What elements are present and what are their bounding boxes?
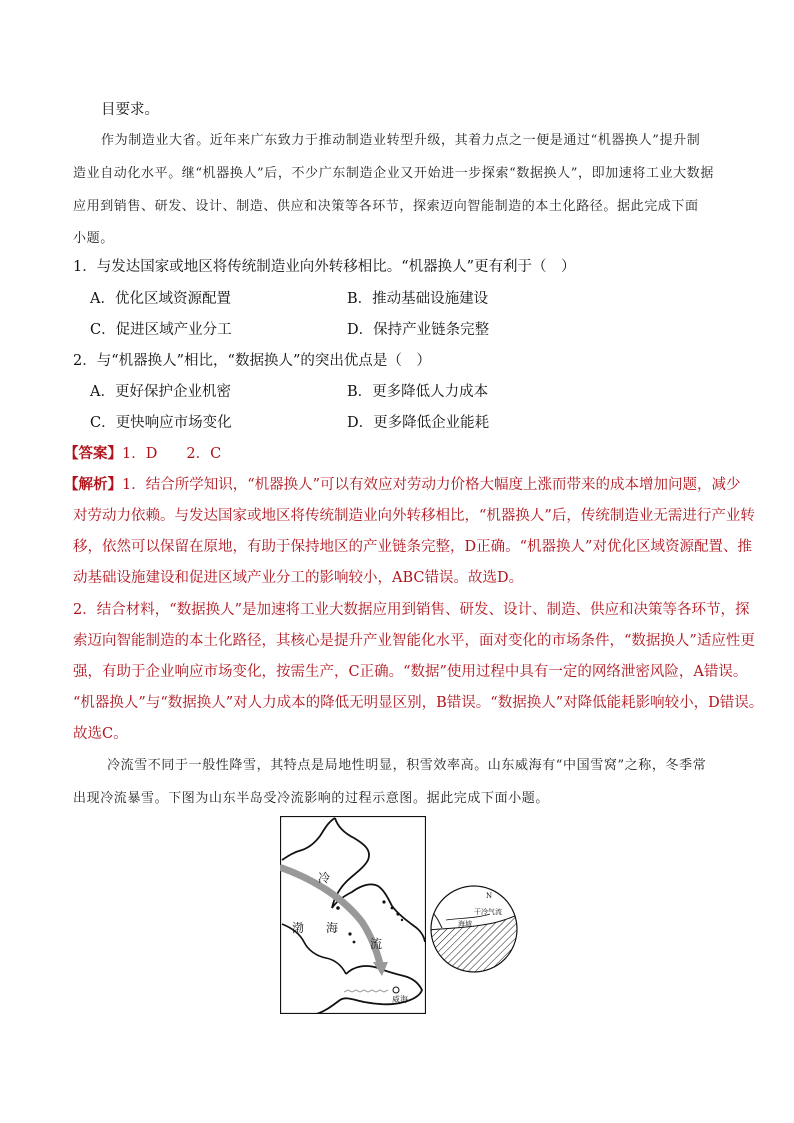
inset-sea-label: 海域 (458, 920, 472, 928)
inset-diagram (428, 884, 520, 974)
map-label-liu: 流 (370, 937, 383, 951)
map-label-weihai: 威海 (392, 995, 408, 1004)
answer-text: 1．D 2．C (122, 446, 222, 462)
question-1-option-b: B．推动基础设施建设 (347, 291, 489, 307)
analysis-line: “机器换人”与“数据换人”对人力成本的降低无明显区别，B错误。“数据换人”对降低能耗影响较小，D错误。 (73, 695, 764, 711)
analysis-line (64, 475, 741, 495)
passage2-line: 冷流雪不同于一般性降雪，其特点是局地性明显，积雪效率高。山东威海有“中国雪窝”之称，冬季常 (107, 758, 707, 773)
question-2-stem: 2．与“机器换人”相比，“数据换人”的突出优点是（ ） (73, 353, 431, 369)
analysis-line: 移，依然可以保留在原地，有助于保持地区的产业链条完整，D正确。“机器换人”对优化区域资源配置、推 (73, 539, 752, 555)
analysis-line: 动基础设施建设和促进区域产业分工的影响较小，ABC错误。故选D。 (73, 570, 524, 586)
passage1-line: 造业自动化水平。继“机器换人”后，不少广东制造企业又开始进一步探索“数据换人”，即加速将工业大数据 (73, 166, 714, 181)
map-label-hai: 海 (326, 921, 339, 935)
question-1-option-a: A．优化区域资源配置 (90, 291, 231, 307)
analysis-line: 对劳动力依赖。与发达国家或地区将传统制造业向外转移相比，“机器换人”后，传统制造业无需进行产业转 (73, 508, 755, 524)
question-1-stem: 1．与发达国家或地区将传统制造业向外转移相比。“机器换人”更有利于（ ） (73, 259, 576, 275)
analysis-line: 索迈向智能制造的本土化路径，其核心是提升产业智能化水平，面对变化的市场条件，“数据换人”适应性更 (73, 633, 755, 649)
analysis-text: 1．结合所学知识，“机器换人”可以有效应对劳动力价格大幅度上涨而带来的成本增加问题，减少 (122, 477, 741, 493)
inset-cold-air-label: 干冷气流 (474, 908, 502, 916)
analysis-line: 强，有助于企业响应市场变化，按需生产，C正确。“数据”使用过程中具有一定的网络泄密风险，A错误。 (73, 664, 748, 680)
map-label-bo: 渤 (292, 921, 305, 935)
cold-stream-map (280, 816, 426, 1014)
intro-tail: 目要求。 (101, 102, 159, 118)
question-2-option-d: D．更多降低企业能耗 (347, 415, 490, 431)
question-2-option-a: A．更好保护企业机密 (90, 384, 231, 400)
question-1-option-c: C．促进区域产业分工 (90, 322, 232, 338)
analysis-line: 故选C。 (73, 726, 128, 742)
question-2-option-b: B．更多降低人力成本 (347, 384, 489, 400)
answer-tag: 【答案】 (64, 445, 122, 462)
passage1-line: 小题。 (73, 231, 114, 246)
inset-north-label: N (486, 892, 493, 900)
analysis-line: 2．结合材料，“数据换人”是加速将工业大数据应用到销售、研发、设计、制造、供应和决策等各环节，探 (73, 602, 750, 618)
passage1-line: 应用到销售、研发、设计、制造、供应和决策等各环节，探索迈向智能制造的本土化路径。据此完成下面 (73, 199, 699, 214)
passage1-line: 作为制造业大省。近年来广东致力于推动制造业转型升级，其着力点之一便是通过“机器换人”提升制 (101, 133, 701, 148)
question-1-option-d: D．保持产业链条完整 (347, 322, 490, 338)
answer-line (64, 444, 221, 464)
analysis-tag: 【解析】 (64, 476, 122, 493)
passage2-line: 出现冷流暴雪。下图为山东半岛受冷流影响的过程示意图。据此完成下面小题。 (73, 791, 550, 806)
question-2-option-c: C．更快响应市场变化 (90, 415, 232, 431)
map-label-leng: 冷 (318, 871, 331, 885)
